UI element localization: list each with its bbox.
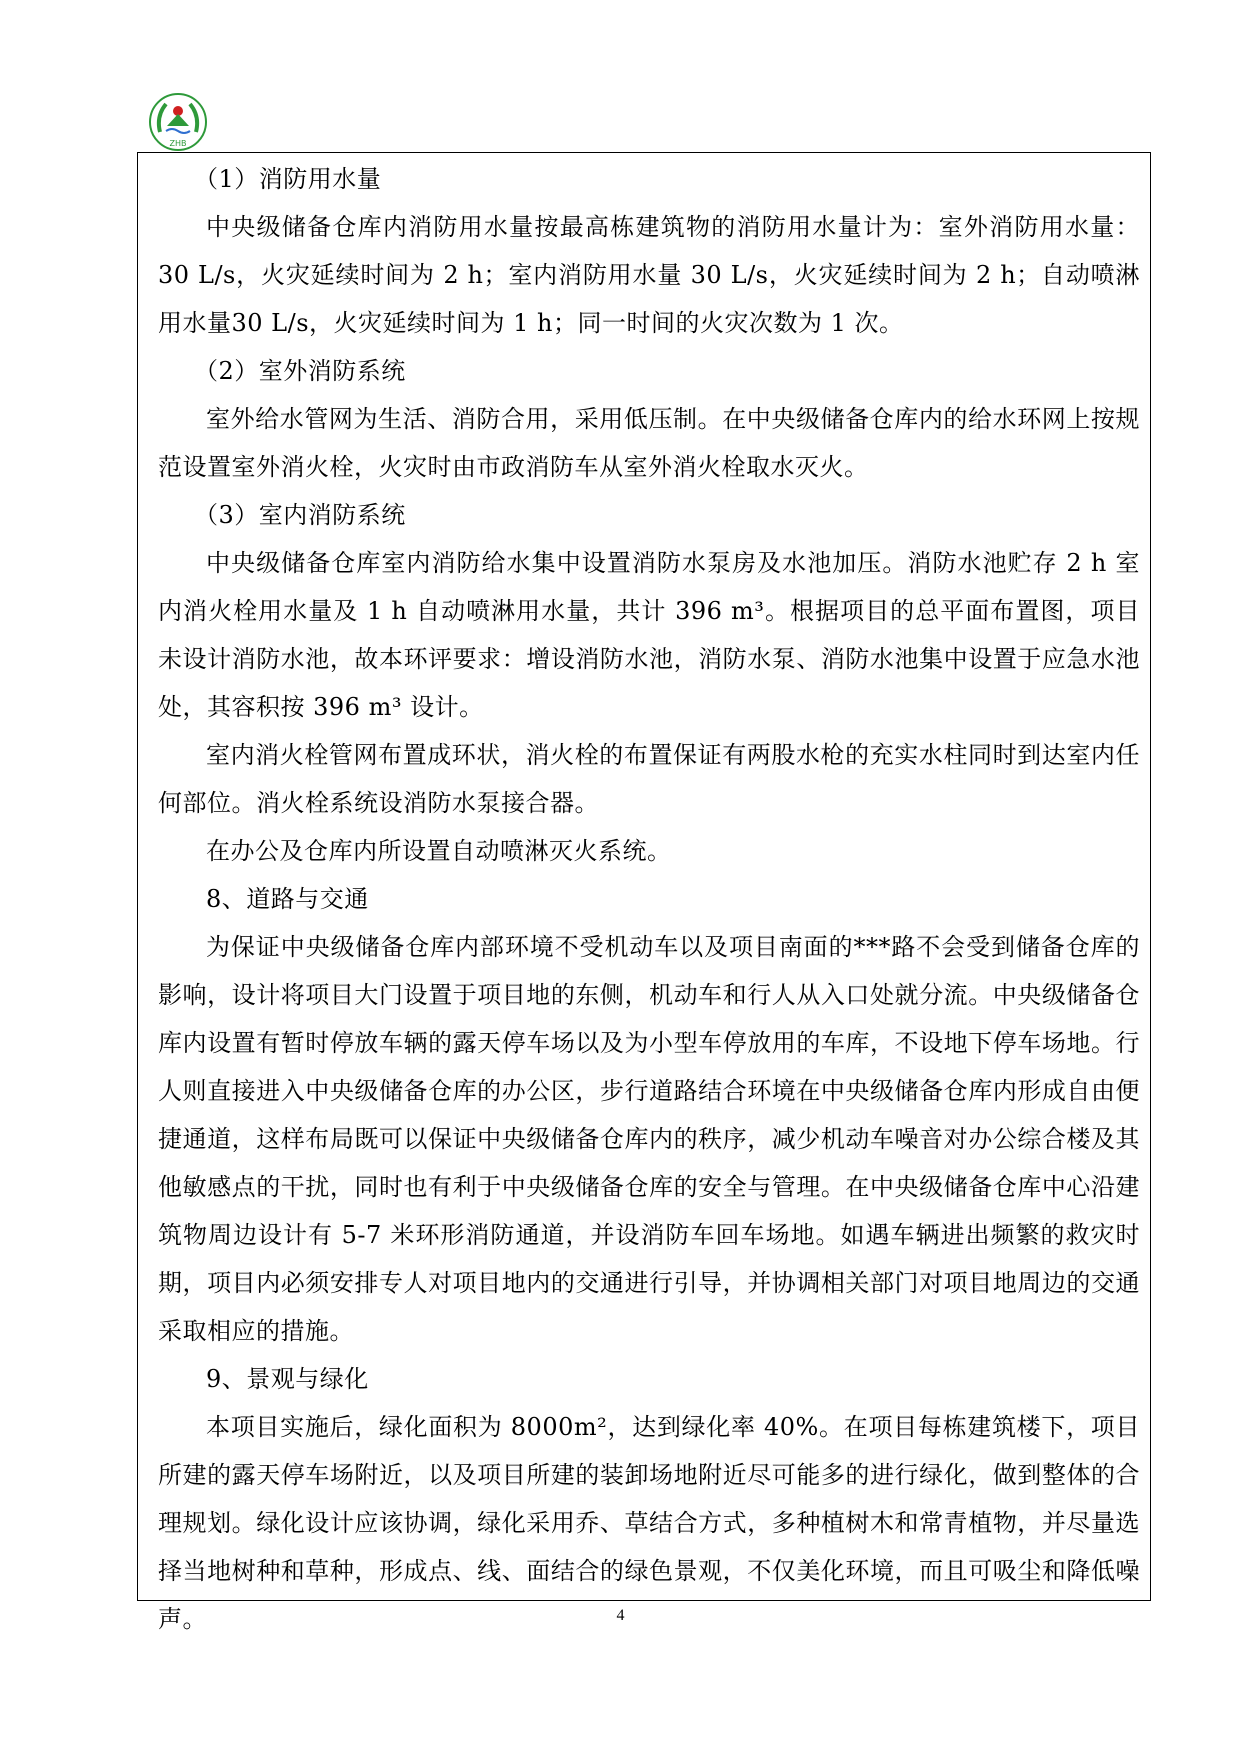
heading-landscape: 9、景观与绿化 [206,1365,369,1393]
svg-text:ZHB: ZHB [169,139,187,148]
paragraph: 中央级储备仓库室内消防给水集中设置消防水泵房及水池加压。消防水池贮存 2 h 室内消火栓用水量及 1 h 自动喷淋用水量，共计 396 m³。根据项目的总平面布置图，项目未设计消防水池，故本环评要求：增设消防水池，消防水泵、消防水池集中设置于应急水池处，其容积按 396 m³ 设计。 [158,549,1140,721]
document-body [158,155,1140,1643]
paragraph: 室外给水管网为生活、消防合用，采用低压制。在中央级储备仓库内的给水环网上按规范设置室外消火栓，火灾时由市政消防车从室外消火栓取水灭火。 [158,405,1140,481]
paragraph: 在办公及仓库内所设置自动喷淋灭火系统。 [206,837,672,865]
heading-indoor-fire-system: （3）室内消防系统 [194,501,406,529]
heading-outdoor-fire-system: （2）室外消防系统 [194,357,406,385]
heading-roads-traffic: 8、道路与交通 [206,885,369,913]
heading-fire-water: （1）消防用水量 [194,165,382,193]
page-number: 4 [616,1607,625,1624]
paragraph: 中央级储备仓库内消防用水量按最高栋建筑物的消防用水量计为：室外消防用水量：30 L/s，火灾延续时间为 2 h；室内消防用水量 30 L/s，火灾延续时间为 2 h；自动喷淋用水量30 L/s，火灾延续时间为 1 h；同一时间的火灾次数为 1 次。 [158,213,1140,337]
paragraph: 为保证中央级储备仓库内部环境不受机动车以及项目南面的***路不会受到储备仓库的影响，设计将项目大门设置于项目地的东侧，机动车和行人从入口处就分流。中央级储备仓库内设置有暂时停放车辆的露天停车场以及为小型车停放用的车库，不设地下停车场地。行人则直接进入中央级储备仓库的办公区，步行道路结合环境在中央级储备仓库内形成自由便捷通道，这样布局既可以保证中央级储备仓库内的秩序，减少机动车噪音对办公综合楼及其他敏感点的干扰，同时也有利于中央级储备仓库的安全与管理。在中央级储备仓库中心沿建筑物周边设计有 5-7 米环形消防通道，并设消防车回车场地。如遇车辆进出频繁的救灾时期，项目内必须安排专人对项目地内的交通进行引导，并协调相关部门对项目地周边的交通采取相应的措施。 [158,933,1140,1345]
paragraph: 本项目实施后，绿化面积为 8000m²，达到绿化率 40%。在项目每栋建筑楼下，项目所建的露天停车场附近，以及项目所建的装卸场地附近尽可能多的进行绿化，做到整体的合理规划。绿化设计应该协调，绿化采用乔、草结合方式，多种植树木和常青植物，并尽量选择当地树种和草种，形成点、线、面结合的绿色景观，不仅美化环境，而且可吸尘和降低噪声。 [158,1413,1140,1633]
zhb-logo [148,92,208,152]
paragraph: 室内消火栓管网布置成环状，消火栓的布置保证有两股水枪的充实水柱同时到达室内任何部位。消火栓系统设消防水泵接合器。 [158,741,1140,817]
